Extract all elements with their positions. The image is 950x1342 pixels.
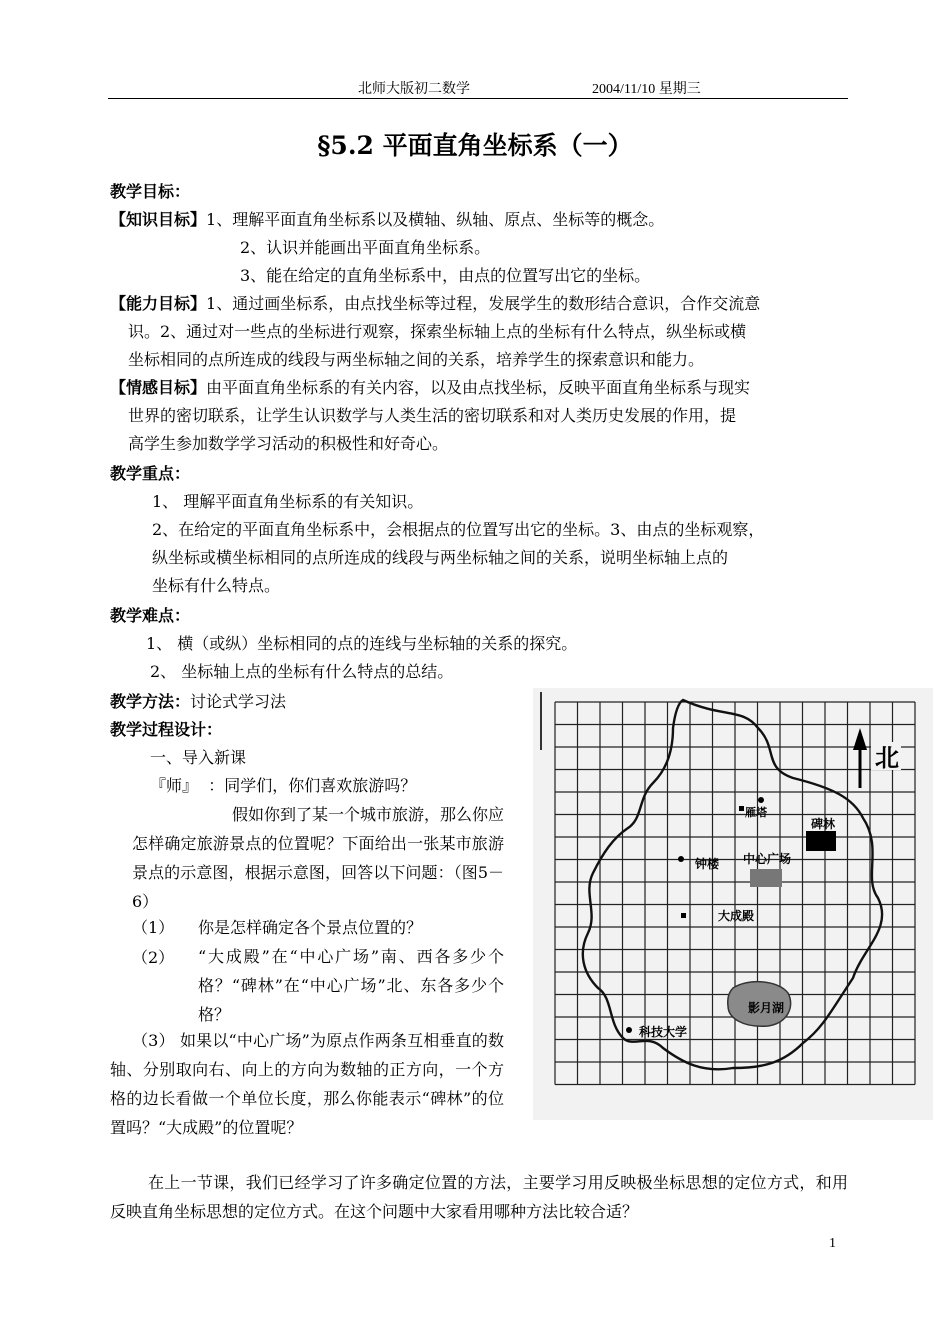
- page-title: §5.2 平面直角坐标系（一）: [317, 131, 633, 160]
- tourist-map-figure: [533, 688, 933, 1120]
- knowledge-objective-1: [110, 208, 664, 232]
- knowledge-item: 1、理解平面直角坐标系以及横轴、纵轴、原点、坐标等的概念。: [206, 210, 665, 229]
- page-number: 1: [829, 1236, 836, 1251]
- university-label: 科技大学: [639, 1025, 688, 1039]
- question-1: 你是怎样确定各个景点位置的？: [198, 918, 423, 937]
- center-label: 中心广场: [743, 852, 792, 866]
- dachengdian-label: 大成殿: [718, 909, 755, 923]
- header-rule: [108, 98, 848, 99]
- question-1-number: （1）: [132, 918, 175, 937]
- difficulty-1: 1、 横（或纵）坐标相同的点的连线与坐标轴的关系的探究。: [146, 634, 578, 653]
- question-2-number: （2）: [132, 948, 175, 967]
- beilin-label: 碑林: [811, 817, 836, 831]
- knowledge-objective-3: 3、能在给定的直角坐标系中，由点的位置写出它的坐标。: [240, 266, 651, 285]
- university-marker: [626, 1027, 632, 1033]
- zhonglou-marker: [678, 856, 684, 862]
- emotion-text-1: 由平面直角坐标系的有关内容，以及由点找坐标，反映平面直角坐标系与现实: [206, 378, 751, 397]
- difficulty-2: 2、 坐标轴上点的坐标有什么特点的总结。: [150, 662, 454, 681]
- yanta-marker: [739, 806, 744, 811]
- objectives-heading: 教学目标：: [110, 182, 191, 201]
- teacher-line: [150, 774, 416, 798]
- teacher-tag: 『师』: [150, 776, 199, 795]
- key-point-2: 2、在给定的平面直角坐标系中，会根据点的位置写出它的坐标。3、由点的坐标观察，: [152, 520, 765, 539]
- header-date: 2004/11/10 星期三: [592, 82, 701, 97]
- zhonglou-label: 钟楼: [695, 857, 720, 871]
- emotion-objective-line2: 世界的密切联系，让学生认识数学与人类生活的密切联系和对人类历史发展的作用，提: [128, 406, 737, 425]
- emotion-objective-line3: 高学生参加数学学习活动的积极性和好奇心。: [128, 434, 449, 453]
- knowledge-tag: 【知识目标】: [110, 210, 207, 229]
- teacher-question: ：同学们，你们喜欢旅游吗？: [208, 776, 417, 795]
- process-heading: 教学过程设计：: [110, 720, 223, 739]
- emotion-objective-line1: [110, 376, 750, 400]
- key-point-2-end: 坐标有什么特点。: [152, 576, 281, 595]
- question-3: （3） 如果以“中心广场”为原点作两条互相垂直的数轴、分别取向右、向上的方向为数轴的正方向，一个方格的边长看做一个单位长度，那么你能表示“碑林”的位置吗？“大成殿”的位置呢？: [110, 1031, 504, 1137]
- ability-objective-line3: 坐标相同的点所连成的线段与两坐标轴之间的关系，培养学生的探索意识和能力。: [128, 350, 705, 369]
- method-line: [110, 690, 286, 714]
- ability-text-1: 1、通过画坐标系，由点找坐标等过程，发展学生的数形结合意识，合作交流意: [206, 294, 761, 313]
- ability-objective-line1: [110, 292, 760, 316]
- key-point-1: 1、 理解平面直角坐标系的有关知识。: [152, 492, 424, 511]
- difficulties-heading: 教学难点：: [110, 606, 191, 625]
- ability-tag: 【能力目标】: [110, 294, 207, 313]
- center-axis-point: [758, 797, 764, 803]
- ability-objective-line2: 识。2、通过对一些点的坐标进行观察，探索坐标轴上点的坐标有什么特点，纵坐标或横: [128, 322, 747, 341]
- yingyuehu-label: 影月湖: [748, 1001, 785, 1015]
- north-label: 北: [875, 744, 899, 772]
- tourist-map: [533, 688, 933, 1120]
- yanta-label: 雁塔: [745, 806, 767, 819]
- key-point-2-cont: 纵坐标或横坐标相同的点所连成的线段与两坐标轴之间的关系，说明坐标轴上点的: [152, 548, 729, 567]
- closing-paragraph: 在上一节课，我们已经学习了许多确定位置的方法，主要学习用反映极坐标思想的定位方式，和用反映直角坐标思想的定位方式。在这个问题中大家看用哪种方法比较合适？: [110, 1173, 848, 1221]
- dachengdian-marker: [681, 913, 686, 918]
- question-2: “大成殿”在“中心广场”南、西各多少个格？“碑林”在“中心广场”北、东各多少个格？: [198, 947, 504, 1024]
- method-heading: 教学方法：: [110, 692, 191, 711]
- header-course: 北师大版初二数学: [358, 82, 470, 97]
- section-intro: 一、导入新课: [150, 748, 247, 767]
- center-square-marker: [750, 869, 782, 887]
- emotion-tag: 【情感目标】: [110, 378, 207, 397]
- method-value: 讨论式学习法: [190, 692, 287, 711]
- scenario-paragraph: 假如你到了某一个城市旅游，那么你应怎样确定旅游景点的位置呢？下面给出一张某市旅游景点的示意图，根据示意图，回答以下问题：（图5－6）: [132, 805, 505, 911]
- beilin-marker: [806, 831, 836, 851]
- key-points-heading: 教学重点：: [110, 464, 191, 483]
- knowledge-objective-2: 2、认识并能画出平面直角坐标系。: [240, 238, 491, 257]
